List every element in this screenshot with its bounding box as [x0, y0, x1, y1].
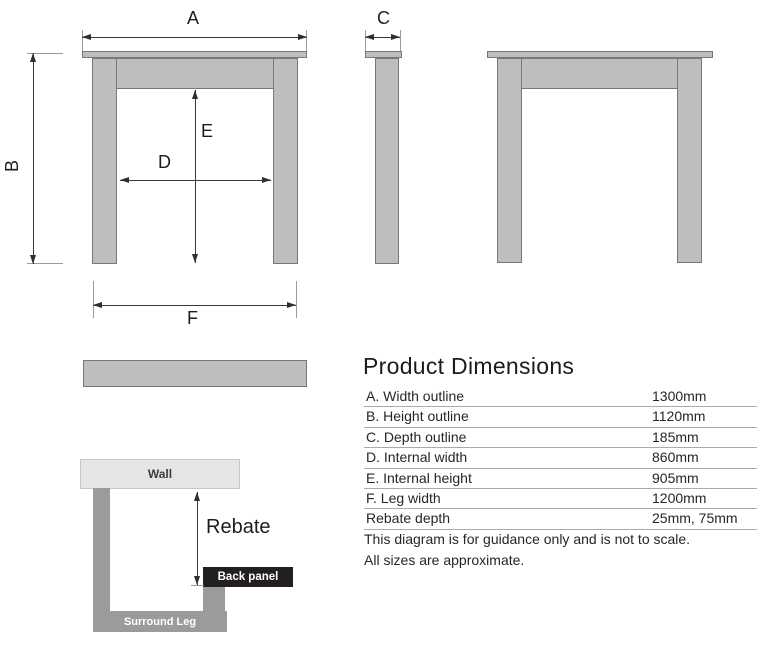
- row-label: C. Depth outline: [366, 428, 467, 445]
- mantel-shelf: [487, 51, 713, 58]
- table-row: [364, 489, 757, 509]
- table-row: [364, 407, 757, 427]
- dim-label-f: F: [187, 308, 198, 328]
- row-label: A. Width outline: [366, 388, 465, 404]
- right-leg: [677, 58, 702, 263]
- row-label: B. Height outline: [366, 408, 469, 425]
- dim-label-c: C: [377, 8, 390, 28]
- table-row: [364, 428, 757, 448]
- rebate-tick: [191, 585, 204, 586]
- dim-line-b: [33, 53, 34, 264]
- dim-label-b: B: [2, 159, 23, 173]
- row-label: E. Internal height: [366, 469, 472, 486]
- dim-line-a: [82, 37, 307, 38]
- extension-line: [93, 281, 94, 318]
- extension-line: [400, 30, 401, 51]
- extension-line: [296, 281, 297, 318]
- rebate-dim-line: [197, 492, 198, 585]
- dim-label-a: A: [187, 8, 200, 28]
- wall-label: Wall: [147, 467, 173, 481]
- shelf-piece: [83, 360, 307, 387]
- row-value: 185mm: [652, 428, 699, 445]
- surround-leg-stub: [203, 587, 225, 612]
- dim-line-e: [195, 90, 196, 263]
- surround-leg-bottom: [93, 611, 227, 632]
- header-panel: [116, 58, 274, 89]
- left-leg: [92, 58, 117, 264]
- row-label: F. Leg width: [366, 489, 441, 506]
- row-value: 1300mm: [652, 388, 707, 404]
- table-row: [364, 509, 757, 529]
- wall-block: [80, 459, 240, 489]
- surround-leg-vertical: [93, 488, 110, 631]
- back-panel-block: [203, 567, 293, 587]
- row-label: Rebate depth: [366, 510, 451, 527]
- rebate-label: Rebate: [206, 516, 271, 538]
- left-leg: [497, 58, 522, 263]
- side-leg: [375, 58, 399, 264]
- right-leg: [273, 58, 298, 264]
- table-row: [364, 387, 757, 407]
- row-value: 1200mm: [652, 489, 707, 506]
- header-panel: [521, 58, 678, 89]
- row-value: 905mm: [652, 469, 699, 486]
- row-value: 1120mm: [652, 408, 706, 425]
- table-row: [364, 448, 757, 468]
- table-title: Product Dimensions: [363, 353, 575, 379]
- back-panel-label: Back panel: [217, 571, 279, 583]
- dim-line-c: [365, 37, 400, 38]
- dim-line-f: [93, 305, 296, 306]
- dim-label-e: E: [201, 121, 214, 141]
- table-row: [364, 469, 757, 489]
- row-label: D. Internal width: [366, 449, 468, 466]
- surround-leg-label: Surround Leg: [123, 615, 197, 628]
- dimensions-table: [364, 387, 757, 530]
- approximate-note: All sizes are approximate.: [364, 552, 525, 568]
- mantel-shelf: [82, 51, 307, 58]
- disclaimer-note: This diagram is for guidance only and is not to scale.: [364, 531, 691, 547]
- dim-label-d: D: [158, 152, 171, 172]
- side-shelf: [365, 51, 402, 58]
- row-value: 25mm, 75mm: [652, 510, 738, 527]
- row-value: 860mm: [652, 449, 699, 466]
